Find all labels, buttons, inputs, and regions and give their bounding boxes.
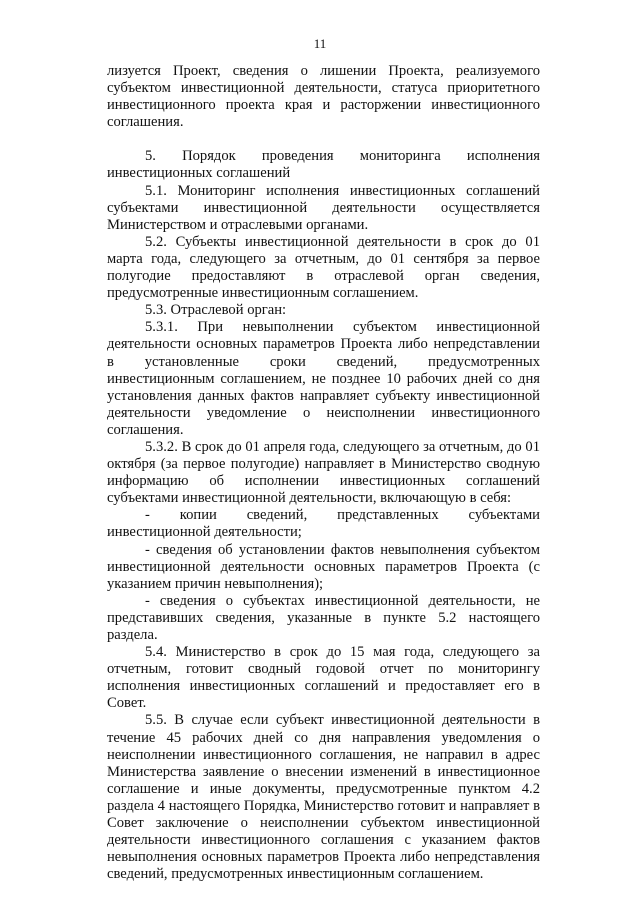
list-item: - сведения об установлении фактов невыполнения субъектом инвестиционной деятельности основных параметров Проекта (с указанием причин невыполнения); xyxy=(107,541,540,592)
paragraph-5-3-1: 5.3.1. При невыполнении субъектом инвестиционной деятельности основных параметров Проекта либо непредставлении в установленные сроки сведений, предусмотренных инвестиционным соглашением, не позднее 10 рабочих дней со дня установления данных фактов направляет субъекту инвестиционной деятельности уведомление о неисполнении инвестиционного соглашения. xyxy=(107,319,540,438)
paragraph-5-3-2: 5.3.2. В срок до 01 апреля года, следующего за отчетным, до 01 октября (за первое полугодие) направляет в Министерство сводную информацию об исполнении инвестиционных соглашений субъектами инвестиционной деятельности, включающую в себя: xyxy=(107,438,540,507)
paragraph-continuation: лизуется Проект, сведения о лишении Проекта, реализуемого субъектом инвестиционной деятельности, статуса приоритетного инвестиционного проекта края и расторжении инвестиционного соглашения. xyxy=(107,63,540,131)
paragraph-5-5: 5.5. В случае если субъект инвестиционной деятельности в течение 45 рабочих дней со дня направления уведомления о неисполнении инвестиционного соглашения, не направил в адрес Министерства заявление о внесении изменений в инвестиционное соглашение и иные документы, предусмотренные пунктом 4.2 раздела 4 настоящего Порядка, Министерство готовит и направляет в Совет заключение о неисполнении субъектом инвестиционной деятельности инвестиционного соглашения с указанием фактов невыполнения основных параметров Проекта либо непредставления сведений, предусмотренных инвестиционным соглашением. xyxy=(107,712,540,883)
paragraph-5-1: 5.1. Мониторинг исполнения инвестиционных соглашений субъектами инвестиционной деятельности осуществляется Министерством и отраслевыми органами. xyxy=(107,182,540,233)
paragraph-5-4: 5.4. Министерство в срок до 15 мая года, следующего за отчетным, готовит сводный годовой отчет по мониторингу исполнения инвестиционных соглашений и предоставляет его в Совет. xyxy=(107,644,540,712)
document-body xyxy=(107,63,540,883)
list-item: - сведения о субъектах инвестиционной деятельности, не представивших сведения, указанные в пункте 5.2 настоящего раздела. xyxy=(107,592,540,643)
paragraph-5-3: 5.3. Отраслевой орган: xyxy=(145,302,287,319)
paragraph-5-2: 5.2. Субъекты инвестиционной деятельности в срок до 01 марта года, следующего за отчетным, до 01 сентября за первое полугодие предоставляют в отраслевой орган сведения, предусмотренные инвестиционным соглашением. xyxy=(107,233,540,302)
section-heading: 5. Порядок проведения мониторинга исполнения инвестиционных соглашений xyxy=(107,148,540,182)
page-number: 11 xyxy=(313,36,327,51)
list-item: - копии сведений, представленных субъектами инвестиционной деятельности; xyxy=(107,507,540,541)
